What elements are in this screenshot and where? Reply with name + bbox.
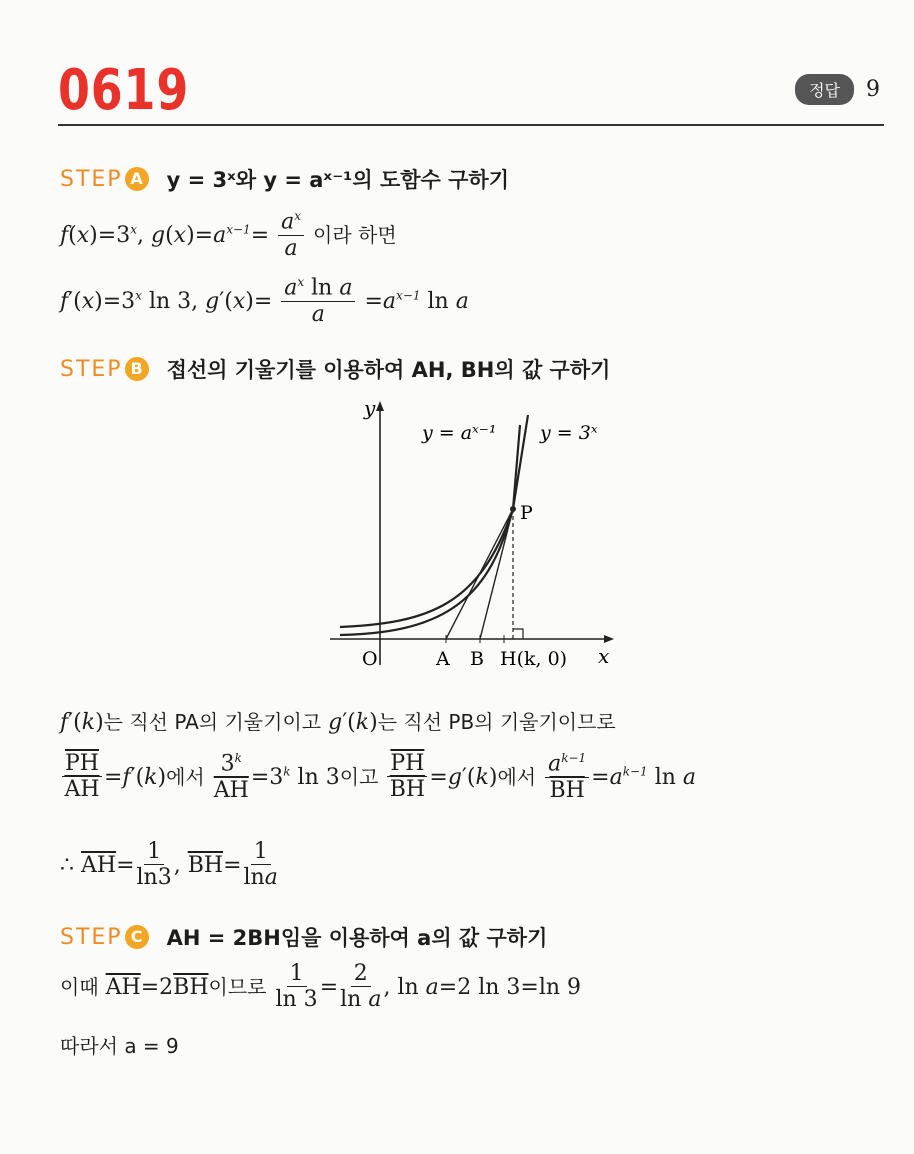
step-c-text1: 이때	[60, 974, 99, 999]
answer-badge: 정답	[795, 74, 854, 105]
point-p-label: P	[520, 502, 533, 524]
step-word: STEP	[60, 166, 123, 192]
step-a-heading: y = 3ˣ와 y = aˣ⁻¹의 도함수 구하기	[166, 168, 510, 192]
step-a-line1: $f(x)=3^x$, $g(x)=a^{x-1}=$ $\frac{a^x}{a}$ 이라 하면	[60, 209, 397, 261]
origin-label: O	[362, 648, 378, 670]
x-axis-label: x	[598, 644, 610, 668]
step-c-text2: 이므로	[208, 974, 267, 999]
point-h-label: H(k, 0)	[500, 648, 568, 670]
step-b-line2: $\frac{\overline{PH}}{AH}$ =f′(k)에서 $\frac{3^k}{AH}$ $=3^k$ ln 3이고 $\frac{\overline{PH}}{BH}$ =g′(k)에서 $\frac{a^{k-1}}{BH}$ $=a^{k-1}$ ln a	[60, 752, 696, 804]
step-word: STEP	[60, 924, 123, 950]
step-c-conclusion: 따라서 a = 9	[60, 1034, 179, 1058]
step-b-text4: 이고	[339, 764, 379, 789]
step-c-title	[60, 922, 547, 952]
y-axis-label: y	[364, 396, 376, 420]
step-b-title	[60, 354, 610, 384]
point-b-label: B	[470, 648, 484, 670]
exponential-graph	[330, 395, 630, 675]
step-a-line2: $f'(x)=3^x$ ln 3, g′(x)= $\frac{a^x \ln a}{a}$ $=a^{x-1}$ ln a	[60, 275, 469, 327]
step-b-line1: f′(k)는 직선 PA의 기울기이고 g′(k)는 직선 PB의 기울기이므로	[60, 710, 616, 735]
step-a-text: 이라 하면	[313, 222, 397, 247]
step-c-heading: AH = 2BH임을 이용하여 a의 값 구하기	[166, 926, 548, 950]
curve-a-label: y = aˣ⁻¹	[422, 422, 497, 444]
problem-number: 0619	[58, 58, 190, 123]
step-word: STEP	[60, 356, 123, 382]
step-b-text1: 는 직선 PA의 기울기이고	[103, 710, 322, 734]
point-a-label: A	[436, 648, 450, 670]
step-b-text2: 는 직선 PB의 기울기이므로	[377, 710, 616, 734]
step-letter-badge: A	[125, 167, 149, 191]
step-letter-badge: C	[125, 925, 149, 949]
step-b-text5: 에서	[497, 764, 537, 789]
step-a-title	[60, 164, 509, 194]
step-b-line3: ∴ $\overline{AH}=$ $\frac{1}{\ln 3}$ , $\overline{BH}=$ $\frac{1}{\ln a}$	[60, 839, 278, 891]
step-c-line1: 이때 $\overline{AH}=2\overline{BH}$이므로 $\frac{1}{\ln 3}$ = $\frac{2}{\text{ln a}}$ , ln a=2 ln 3=ln 9	[60, 961, 582, 1013]
answer-area	[795, 74, 880, 105]
header-rule	[58, 124, 884, 126]
step-letter-badge: B	[125, 357, 149, 381]
curve-3-label: y = 3ˣ	[540, 422, 598, 444]
answer-value: 9	[866, 77, 880, 102]
step-b-text3: 에서	[166, 764, 205, 789]
step-b-heading: 접선의 기울기를 이용하여 AH, BH의 값 구하기	[166, 358, 611, 382]
